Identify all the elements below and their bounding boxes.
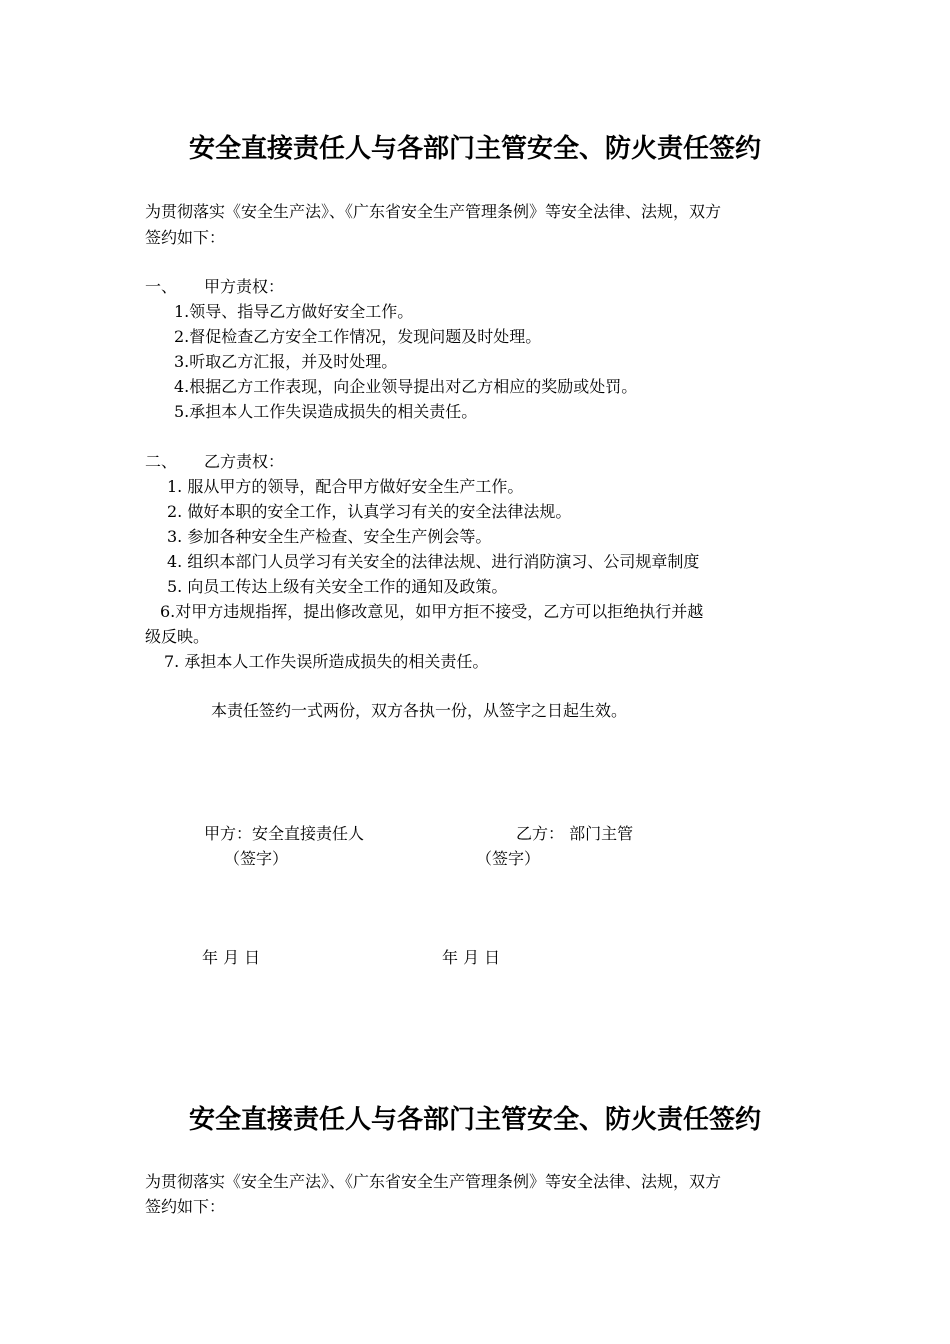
- closing-statement: 本责任签约一式两份，双方各执一份，从签字之日起生效。: [211, 701, 628, 720]
- party-b-item-5: 5. 向员工传达上级有关安全工作的通知及政策。: [167, 577, 508, 596]
- party-a-item-3: 3.听取乙方汇报，并及时处理。: [174, 352, 398, 371]
- party-a-heading: 甲方责权：: [204, 277, 285, 296]
- intro-line-2-repeat: 签约如下：: [145, 1197, 226, 1216]
- party-a-item-5: 5.承担本人工作失误造成损失的相关责任。: [174, 402, 478, 421]
- party-a-date: 年 月 日: [202, 948, 261, 967]
- party-a-marker: 一、: [145, 277, 178, 296]
- party-b-item-6: 6.对甲方违规指挥，提出修改意见，如甲方拒不接受，乙方可以拒绝执行并越: [160, 602, 704, 621]
- party-b-signature-label: 乙方： 部门主管: [516, 824, 634, 843]
- party-b-item-3: 3. 参加各种安全生产检查、安全生产例会等。: [167, 527, 492, 546]
- document-title: 安全直接责任人与各部门主管安全、防火责任签约: [188, 134, 761, 164]
- party-b-marker: 二、: [145, 452, 178, 471]
- party-b-sign-hint: （签字）: [476, 849, 541, 868]
- party-b-item-2: 2. 做好本职的安全工作，认真学习有关的安全法律法规。: [167, 502, 572, 521]
- party-b-heading: 乙方责权：: [204, 452, 285, 471]
- party-a-item-1: 1.领导、指导乙方做好安全工作。: [174, 302, 414, 321]
- party-b-item-4: 4. 组织本部门人员学习有关安全的法律法规、进行消防演习、公司规章制度: [167, 552, 700, 571]
- party-b-item-1: 1. 服从甲方的领导，配合甲方做好安全生产工作。: [167, 477, 524, 496]
- document-title-repeat: 安全直接责任人与各部门主管安全、防火责任签约: [188, 1105, 761, 1135]
- intro-line-2: 签约如下：: [145, 228, 226, 247]
- party-a-signature-label: 甲方：安全直接责任人: [204, 824, 365, 843]
- party-b-date: 年 月 日: [442, 948, 501, 967]
- party-a-item-4: 4.根据乙方工作表现，向企业领导提出对乙方相应的奖励或处罚。: [174, 377, 638, 396]
- intro-line-1: 为贯彻落实《安全生产法》、《广东省安全生产管理条例》等安全法律、法规，双方: [145, 202, 722, 221]
- party-b-item-7: 7. 承担本人工作失误所造成损失的相关责任。: [164, 652, 489, 671]
- intro-line-1-repeat: 为贯彻落实《安全生产法》、《广东省安全生产管理条例》等安全法律、法规，双方: [145, 1172, 722, 1191]
- party-a-sign-hint: （签字）: [224, 849, 289, 868]
- party-b-item-6-continued: 级反映。: [145, 627, 210, 646]
- party-a-item-2: 2.督促检查乙方安全工作情况，发现问题及时处理。: [174, 327, 542, 346]
